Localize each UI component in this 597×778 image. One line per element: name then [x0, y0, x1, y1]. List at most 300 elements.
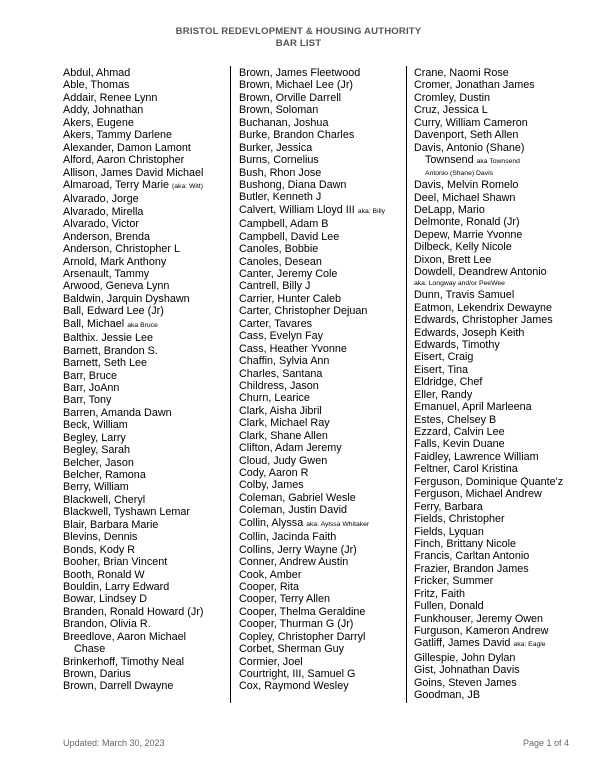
person-name: Branden, Ronald Howard (Jr) — [63, 605, 204, 618]
list-item — [414, 216, 563, 228]
list-item — [63, 680, 203, 692]
person-name: Carter, Tavares — [239, 317, 313, 330]
person-name: Gillespie, John Dylan — [414, 651, 516, 664]
list-item — [239, 305, 385, 317]
list-item — [414, 563, 563, 575]
list-item — [239, 581, 385, 593]
alias-note: (aka: Witt) — [172, 182, 203, 190]
person-name: Falls, Kevin Duane — [414, 438, 505, 451]
person-name: Depew, Marrie Yvonne — [414, 228, 523, 241]
list-item — [63, 531, 203, 543]
list-item — [63, 593, 203, 605]
person-name: Almaroad, Terry Marie — [63, 178, 170, 191]
person-name: Burns, Cornelius — [239, 154, 319, 167]
list-item — [414, 129, 563, 141]
list-item — [63, 280, 203, 292]
list-item — [414, 192, 563, 204]
person-name: aka: Longway and/or PeeWee — [414, 279, 505, 287]
list-item — [414, 351, 563, 363]
list-item — [63, 345, 203, 357]
list-item — [63, 154, 203, 166]
person-name: Alvarado, Jorge — [63, 193, 139, 206]
name-column-3 — [414, 67, 563, 702]
person-name: Arwood, Geneva Lynn — [63, 280, 170, 293]
list-item — [239, 191, 385, 203]
list-item — [239, 218, 385, 230]
person-name: Cox, Raymond Wesley — [239, 680, 349, 693]
list-item — [414, 104, 563, 116]
list-item — [239, 492, 385, 504]
person-name: Akers, Eugene — [63, 116, 134, 129]
name-column-1 — [63, 67, 203, 693]
list-item — [414, 169, 563, 180]
list-item — [63, 256, 203, 268]
person-name: Conner, Andrew Austin — [239, 556, 349, 569]
list-item — [63, 117, 203, 129]
list-item — [239, 517, 385, 531]
person-name: Fullen, Donald — [414, 600, 484, 613]
list-item — [239, 668, 385, 680]
list-item — [414, 302, 563, 314]
list-item — [63, 193, 203, 205]
list-item — [414, 279, 563, 290]
person-name: Crane, Naomi Rose — [414, 67, 509, 79]
person-name: Booher, Brian Vincent — [63, 556, 168, 569]
list-item — [63, 67, 203, 79]
list-item — [414, 677, 563, 689]
list-item — [414, 438, 563, 450]
person-name: Chaffin, Sylvia Ann — [239, 355, 330, 368]
list-item — [63, 167, 203, 179]
person-name: Emanuel, April Marleena — [414, 401, 532, 414]
list-item — [414, 289, 563, 301]
person-name: Charles, Santana — [239, 367, 323, 380]
list-item — [239, 556, 385, 568]
person-name: Akers, Tammy Darlene — [63, 129, 173, 142]
list-item — [63, 142, 203, 154]
list-item — [414, 426, 563, 438]
person-name: Alford, Aaron Christopher — [63, 154, 185, 167]
list-item — [239, 569, 385, 581]
list-item — [239, 680, 385, 692]
person-name: Blair, Barbara Marie — [63, 518, 159, 531]
person-name: Fields, Lyquan — [414, 525, 484, 538]
list-item — [239, 79, 385, 91]
list-item — [239, 293, 385, 305]
person-name: Fricker, Summer — [414, 575, 494, 588]
list-item — [239, 593, 385, 605]
person-name: Collins, Jerry Wayne (Jr) — [239, 543, 357, 556]
person-name: Brown, James Fleetwood — [239, 67, 361, 79]
list-item — [414, 588, 563, 600]
person-name: Courtright, III, Samuel G — [239, 668, 356, 680]
list-item — [63, 318, 203, 332]
list-item — [63, 643, 203, 655]
person-name: Feltner, Carol Kristina — [414, 463, 518, 476]
list-item — [414, 339, 563, 351]
person-name: Blackwell, Tyshawn Lemar — [63, 506, 191, 519]
person-name: Balthix. Jessie Lee — [63, 332, 154, 345]
person-name: Deel, Michael Shawn — [414, 191, 516, 204]
list-item — [239, 368, 385, 380]
column-divider-1 — [230, 66, 231, 703]
person-name: Anderson, Christopher L — [63, 243, 181, 256]
person-name: Faidley, Lawrence William — [414, 450, 539, 463]
person-name: Abdul, Ahmad — [63, 67, 131, 79]
alias-note: aka: Eagle — [513, 641, 546, 649]
person-name: Cooper, Terry Allen — [239, 593, 331, 606]
person-name: Booth, Ronald W — [63, 568, 145, 581]
person-name: Burker, Jessica — [239, 141, 313, 154]
list-item — [414, 600, 563, 612]
person-name: Cromer, Jonathan James — [414, 79, 535, 92]
person-name: Canoles, Desean — [239, 255, 322, 268]
list-item — [63, 494, 203, 506]
person-name: Bushong, Diana Dawn — [239, 178, 347, 191]
list-item — [414, 401, 563, 413]
list-item — [63, 206, 203, 218]
list-item — [63, 268, 203, 280]
list-item — [239, 455, 385, 467]
person-name: Funkhouser, Jeremy Owen — [414, 612, 544, 625]
list-item — [414, 204, 563, 216]
person-name: Colby, James — [239, 479, 304, 492]
person-name: Cass, Evelyn Fay — [239, 330, 324, 343]
list-item — [63, 618, 203, 630]
list-item — [239, 268, 385, 280]
person-name: Fritz, Faith — [414, 587, 465, 600]
person-name: Ferguson, Michael Andrew — [414, 488, 542, 501]
list-item — [63, 357, 203, 369]
person-name: Berry, William — [63, 481, 129, 494]
person-name: Delmonte, Ronald (Jr) — [414, 216, 520, 229]
list-item — [414, 117, 563, 129]
document-subtitle: BAR LIST — [275, 37, 322, 49]
list-item — [239, 392, 385, 404]
person-name: Cormier, Joel — [239, 655, 303, 668]
person-name: Cooper, Thelma Geraldine — [239, 605, 366, 618]
person-name: Townsend — [425, 154, 474, 167]
person-name: Corbet, Sherman Guy — [239, 643, 345, 656]
footer-page-number: Page 1 of 4 — [522, 738, 569, 748]
list-item — [239, 343, 385, 355]
person-name: Chase — [74, 643, 106, 656]
person-name: Alvarado, Victor — [63, 218, 140, 231]
list-item — [63, 631, 203, 643]
person-name: Butler, Kenneth J — [239, 191, 322, 204]
list-item — [414, 538, 563, 550]
person-name: Bowar, Lindsey D — [63, 593, 148, 606]
list-item — [239, 280, 385, 292]
person-name: Campbell, David Lee — [239, 230, 340, 243]
person-name: Dilbeck, Kelly Nicole — [414, 241, 512, 254]
person-name: Gist, Johnathan Davis — [414, 664, 520, 677]
person-name: Barr, JoAnn — [63, 381, 120, 394]
list-item — [63, 544, 203, 556]
list-item — [414, 376, 563, 388]
list-item — [239, 104, 385, 116]
person-name: Brown, Darius — [63, 668, 131, 680]
person-name: Collin, Jacinda Faith — [239, 531, 337, 544]
list-item — [63, 481, 203, 493]
person-name: Barnett, Seth Lee — [63, 357, 148, 370]
person-name: Fields, Christopher — [414, 513, 505, 526]
list-item — [239, 167, 385, 179]
list-item — [63, 92, 203, 104]
person-name: Bouldin, Larry Edward — [63, 580, 170, 593]
list-item — [414, 637, 563, 651]
list-item — [239, 129, 385, 141]
list-item — [239, 405, 385, 417]
person-name: Allison, James David Michael — [63, 166, 204, 179]
person-name: Finch, Brittany Nicole — [414, 537, 517, 550]
person-name: Arsenault, Tammy — [63, 268, 150, 280]
list-item — [63, 419, 203, 431]
person-name: Frazier, Brandon James — [414, 562, 529, 575]
list-item — [239, 243, 385, 255]
list-item — [414, 550, 563, 562]
person-name: Campbell, Adam B — [239, 218, 329, 231]
footer-updated-date: Updated: March 30, 2023 — [63, 738, 165, 748]
person-name: Collin, Alyssa — [239, 516, 304, 529]
person-name: Barnett, Brandon S. — [63, 344, 158, 357]
person-name: Blevins, Dennis — [63, 531, 138, 544]
list-item — [239, 606, 385, 618]
list-item — [414, 526, 563, 538]
list-item — [239, 467, 385, 479]
list-item — [239, 256, 385, 268]
list-item — [414, 254, 563, 266]
person-name: Barr, Tony — [63, 394, 112, 407]
person-name: Buchanan, Joshua — [239, 116, 329, 129]
list-item — [63, 668, 203, 680]
list-item — [63, 457, 203, 469]
person-name: Ezzard, Calvin Lee — [414, 426, 505, 438]
person-name: Dixon, Brett Lee — [414, 253, 492, 266]
person-name: Edwards, Christopher James — [414, 314, 553, 327]
person-name: Able, Thomas — [63, 79, 130, 92]
person-name: Ferguson, Dominique Quante'z — [414, 475, 564, 488]
list-item — [414, 652, 563, 664]
person-name: Cook, Amber — [239, 568, 302, 581]
list-item — [239, 442, 385, 454]
list-item — [414, 501, 563, 513]
person-name: Dowdell, Deandrew Antonio — [414, 266, 547, 279]
list-item — [414, 92, 563, 104]
person-name: Cody, Aaron R — [239, 467, 309, 479]
person-name: Brandon, Olivia R. — [63, 618, 151, 631]
list-item — [414, 142, 563, 154]
list-item — [63, 444, 203, 456]
list-item — [63, 506, 203, 518]
person-name: Francis, Carltan Antonio — [414, 550, 530, 563]
person-name: Eller, Randy — [414, 388, 473, 401]
list-item — [63, 581, 203, 593]
person-name: DeLapp, Mario — [414, 203, 485, 216]
list-item — [239, 231, 385, 243]
list-item — [239, 531, 385, 543]
list-item — [414, 266, 563, 278]
list-item — [414, 67, 563, 79]
person-name: Estes, Chelsey B — [414, 413, 497, 426]
alias-note: aka Townsend — [476, 158, 520, 166]
person-name: Bush, Rhon Jose — [239, 166, 322, 179]
person-name: Blackwell, Cheryl — [63, 493, 146, 506]
list-item — [63, 293, 203, 305]
person-name: Childress, Jason — [239, 379, 319, 392]
list-item — [239, 479, 385, 491]
person-name: Clark, Michael Ray — [239, 417, 330, 430]
document-title: BRISTOL REDEVLOPMENT & HOUSING AUTHORITY — [175, 26, 422, 37]
list-item — [239, 179, 385, 191]
person-name: Begley, Sarah — [63, 444, 131, 457]
person-name: Goins, Steven James — [414, 676, 517, 689]
person-name: Cooper, Thurman G (Jr) — [239, 618, 354, 631]
list-item — [414, 229, 563, 241]
person-name: Anderson, Brenda — [63, 230, 151, 243]
alias-note: aka Bruce — [127, 321, 158, 329]
person-name: Belcher, Jason — [63, 456, 134, 469]
person-name: Goodman, JB — [414, 689, 481, 702]
person-name: Baldwin, Jarquin Dyshawn — [63, 292, 190, 305]
person-name: Coleman, Gabriel Wesle — [239, 491, 356, 504]
person-name: Furguson, Kameron Andrew — [414, 625, 549, 637]
list-item — [414, 79, 563, 91]
person-name: Arnold, Mark Anthony — [63, 255, 167, 268]
person-name: Clark, Aisha Jibril — [239, 404, 322, 417]
list-item — [414, 364, 563, 376]
alias-note: aka: Aylssa Whitaker — [306, 520, 370, 528]
person-name: Dunn, Travis Samuel — [414, 289, 515, 302]
person-name: Carrier, Hunter Caleb — [239, 292, 342, 305]
list-item — [239, 142, 385, 154]
name-column-2 — [239, 67, 385, 693]
person-name: Copley, Christopher Darryl — [239, 630, 366, 643]
list-item — [239, 330, 385, 342]
person-name: Curry, William Cameron — [414, 116, 528, 129]
person-name: Burke, Brandon Charles — [239, 129, 355, 142]
list-item — [414, 689, 563, 701]
person-name: Davenport, Seth Allen — [414, 129, 519, 142]
list-item — [63, 305, 203, 317]
person-name: Belcher, Ramona — [63, 469, 146, 481]
list-item — [239, 204, 385, 218]
list-item — [239, 380, 385, 392]
person-name: Addy, Johnathan — [63, 104, 144, 117]
list-item — [239, 544, 385, 556]
person-name: Eldridge, Chef — [414, 376, 483, 389]
person-name: Begley, Larry — [63, 431, 126, 444]
person-name: Cromley, Dustin — [414, 91, 490, 104]
list-item — [414, 625, 563, 637]
person-name: Bonds, Kody R — [63, 543, 136, 556]
list-item — [239, 154, 385, 166]
list-item — [63, 432, 203, 444]
person-name: Ferry, Barbara — [414, 500, 483, 513]
list-item — [239, 430, 385, 442]
person-name: Davis, Antonio (Shane) — [414, 141, 525, 154]
list-item — [63, 382, 203, 394]
list-item — [239, 67, 385, 79]
list-item — [63, 104, 203, 116]
column-divider-2 — [406, 66, 407, 703]
list-item — [414, 613, 563, 625]
person-name: Brown, Michael Lee (Jr) — [239, 79, 354, 92]
list-item — [63, 556, 203, 568]
person-name: Barr, Bruce — [63, 369, 118, 382]
person-name: Edwards, Timothy — [414, 338, 500, 351]
person-name: Alexander, Damon Lamont — [63, 141, 191, 154]
person-name: Clark, Shane Allen — [239, 429, 328, 442]
person-name: Davis, Melvin Romelo — [414, 179, 519, 192]
list-item — [414, 463, 563, 475]
person-name: Breedlove, Aaron Michael — [63, 630, 187, 643]
list-item — [63, 569, 203, 581]
person-name: Eisert, Tina — [414, 363, 469, 376]
person-name: Eatmon, Lekendrix Dewayne — [414, 301, 553, 314]
person-name: Cooper, Rita — [239, 580, 300, 593]
list-item — [239, 117, 385, 129]
person-name: Cass, Heather Yvonne — [239, 342, 347, 355]
list-item — [414, 179, 563, 191]
person-name: Churn, Learice — [239, 392, 310, 405]
list-item — [239, 618, 385, 630]
list-item — [414, 488, 563, 500]
list-item — [414, 154, 563, 168]
list-item — [63, 243, 203, 255]
list-item — [414, 664, 563, 676]
person-name: Gatliff, James David — [414, 637, 511, 650]
list-item — [414, 575, 563, 587]
list-item — [239, 656, 385, 668]
person-name: Brinkerhoff, Timothy Neal — [63, 655, 185, 668]
list-item — [63, 394, 203, 406]
list-item — [414, 414, 563, 426]
person-name: Antonio (Shane) Davis — [425, 169, 494, 177]
list-item — [414, 451, 563, 463]
list-item — [414, 389, 563, 401]
person-name: Ball, Michael — [63, 317, 125, 330]
list-item — [239, 92, 385, 104]
person-name: Carter, Christopher Dejuan — [239, 305, 368, 318]
person-name: Addair, Renee Lynn — [63, 91, 158, 104]
list-item — [414, 241, 563, 253]
person-name: Cloud, Judy Gwen — [239, 454, 328, 467]
list-item — [63, 370, 203, 382]
list-item — [414, 476, 563, 488]
list-item — [63, 407, 203, 419]
person-name: Coleman, Justin David — [239, 504, 348, 517]
list-item — [63, 606, 203, 618]
list-item — [63, 469, 203, 481]
person-name: Cantrell, Billy J — [239, 280, 311, 293]
person-name: Barren, Amanda Dawn — [63, 406, 172, 419]
person-name: Beck, William — [63, 419, 128, 432]
list-item — [239, 643, 385, 655]
person-name: Canoles, Bobbie — [239, 243, 319, 256]
list-item — [239, 504, 385, 516]
person-name: Eisert, Craig — [414, 351, 474, 364]
person-name: Brown, Darrell Dwayne — [63, 680, 174, 693]
document-header — [0, 26, 597, 49]
person-name: Alvarado, Mirella — [63, 205, 144, 218]
list-item — [239, 355, 385, 367]
list-item — [63, 332, 203, 344]
person-name: Canter, Jeremy Cole — [239, 268, 338, 280]
person-name: Brown, Orville Darrell — [239, 91, 341, 104]
list-item — [63, 79, 203, 91]
list-item — [414, 513, 563, 525]
